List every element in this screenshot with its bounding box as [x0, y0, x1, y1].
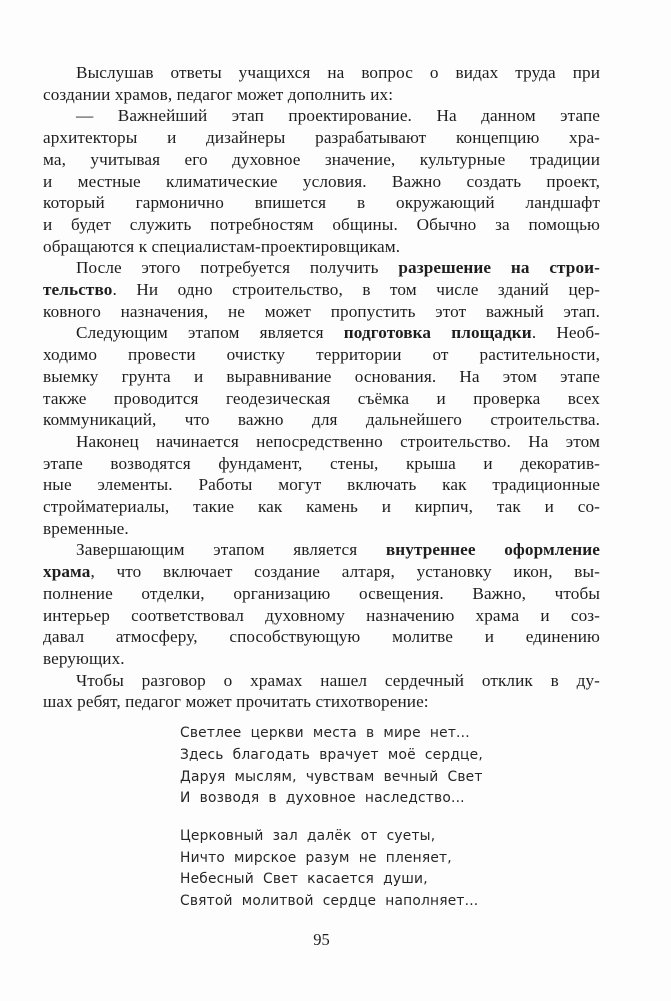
text-line: [43, 214, 600, 236]
text-run: интерьер соответствовал духовному назначению храма и соз-: [43, 605, 600, 625]
text-line: [43, 257, 600, 279]
text-run: стройматериалы, такие как камень и кирпич, так и со-: [43, 497, 600, 517]
paragraph: [43, 322, 600, 431]
text-run: Наконец начинается непосредственно строительство. На этом: [76, 431, 600, 451]
paragraph: [43, 105, 600, 257]
text-line: [43, 171, 600, 193]
text-line: [43, 670, 600, 692]
text-run: давал атмосферу, способствующую молитве и единению: [43, 627, 600, 647]
poem-stanza: [180, 826, 600, 913]
poem-line: Церковный зал далёк от суеты,: [180, 827, 436, 844]
text-run: Завершающим этапом является: [76, 540, 386, 560]
text-line: [43, 453, 600, 475]
paragraph: [43, 670, 600, 713]
poem-line: Ничто мирское разум не пленяет,: [180, 849, 452, 866]
text-run: выемку грунта и выравнивание основания. На этом этапе: [43, 366, 600, 386]
text-line: [43, 648, 600, 670]
paragraph: [43, 431, 600, 540]
text-run: который гармонично впишется в окружающий ландшафт: [43, 193, 600, 213]
text-line: [43, 127, 600, 149]
bold-text: тельство: [43, 280, 113, 300]
text-line: [43, 105, 600, 127]
poem-line: Небесный Свет касается души,: [180, 871, 428, 888]
text-run: . Ни одно строительство, в том числе зданий цер-: [112, 280, 600, 300]
text-run: ковного назначения, не может пропустить этот важный этап.: [43, 301, 600, 321]
poem-line: Здесь благодать врачует моё сердце,: [180, 746, 483, 763]
text-run: создании храмов, педагог может дополнить их:: [43, 84, 394, 104]
paragraph: [43, 539, 600, 669]
poem: [43, 723, 600, 913]
text-run: обращаются к специалистам-проектировщикам.: [43, 236, 401, 256]
body-text: [43, 62, 600, 713]
text-line: [43, 518, 600, 540]
poem-line: Святой молитвой сердце наполняет...: [180, 893, 479, 910]
text-block: [43, 62, 600, 950]
poem-line: Даруя мыслям, чувствам вечный Свет: [180, 768, 483, 785]
text-line: [43, 474, 600, 496]
text-run: ные элементы. Работы могут включать как традиционные: [43, 475, 600, 495]
text-run: архитекторы и дизайнеры разрабатывают концепцию хра-: [43, 128, 600, 148]
text-line: [43, 496, 600, 518]
text-run: ма, учитывая его духовное значение, культурные традиции: [43, 149, 600, 169]
text-line: [43, 583, 600, 605]
bold-text: подготовка площадки: [343, 323, 532, 343]
text-run: полнение отделки, организацию освещения. Важно, чтобы: [43, 583, 600, 603]
text-run: Выслушав ответы учащихся на вопрос о видах труда при: [76, 63, 600, 82]
text-run: . Необ-: [531, 323, 600, 343]
text-run: — Важнейший этап проектирование. На данном этапе: [76, 106, 600, 126]
text-line: [43, 149, 600, 171]
bold-text: разрешение на строи-: [398, 258, 600, 278]
text-line: [43, 192, 600, 214]
text-run: , что включает создание алтаря, установку икон, вы-: [90, 562, 600, 582]
paragraph: [43, 257, 600, 322]
text-line: [43, 626, 600, 648]
text-run: ходимо провести очистку территории от растительности,: [43, 345, 600, 365]
text-line: [43, 561, 600, 583]
text-line: [43, 388, 600, 410]
text-run: Чтобы разговор о храмах нашел сердечный отклик в ду-: [76, 670, 600, 690]
bold-text: внутреннее оформление: [385, 540, 600, 560]
text-run: и будет служить потребностям общины. Обычно за помощью: [43, 214, 600, 234]
paragraph: [43, 62, 600, 105]
text-run: временные.: [43, 518, 129, 538]
text-line: [43, 62, 600, 84]
text-line: [43, 236, 600, 258]
text-line: [43, 366, 600, 388]
text-line: [43, 84, 600, 106]
text-run: коммуникаций, что важно для дальнейшего строительства.: [43, 410, 600, 430]
text-line: [43, 301, 600, 323]
text-line: [43, 344, 600, 366]
text-line: [43, 431, 600, 453]
bold-text: храма: [43, 562, 91, 582]
poem-stanza: [180, 723, 600, 810]
text-line: [43, 605, 600, 627]
page-number: 95: [313, 929, 330, 949]
text-line: [43, 279, 600, 301]
poem-line: И возводя в духовное наследство...: [180, 790, 465, 807]
text-line: [43, 322, 600, 344]
text-line: [43, 539, 600, 561]
text-run: После этого потребуется получить: [76, 258, 399, 278]
text-run: этапе возводятся фундамент, стены, крыша и декоратив-: [43, 453, 600, 473]
text-run: верующих.: [43, 648, 125, 668]
text-run: и местные климатические условия. Важно создать проект,: [43, 171, 600, 191]
poem-line: Светлее церкви места в мире нет...: [180, 725, 470, 742]
text-run: также проводится геодезическая съёмка и проверка всех: [43, 388, 600, 408]
text-line: [43, 409, 600, 431]
text-line: [43, 691, 600, 713]
text-run: шах ребят, педагог может прочитать стихотворение:: [43, 692, 429, 712]
text-run: Следующим этапом является: [76, 323, 344, 343]
